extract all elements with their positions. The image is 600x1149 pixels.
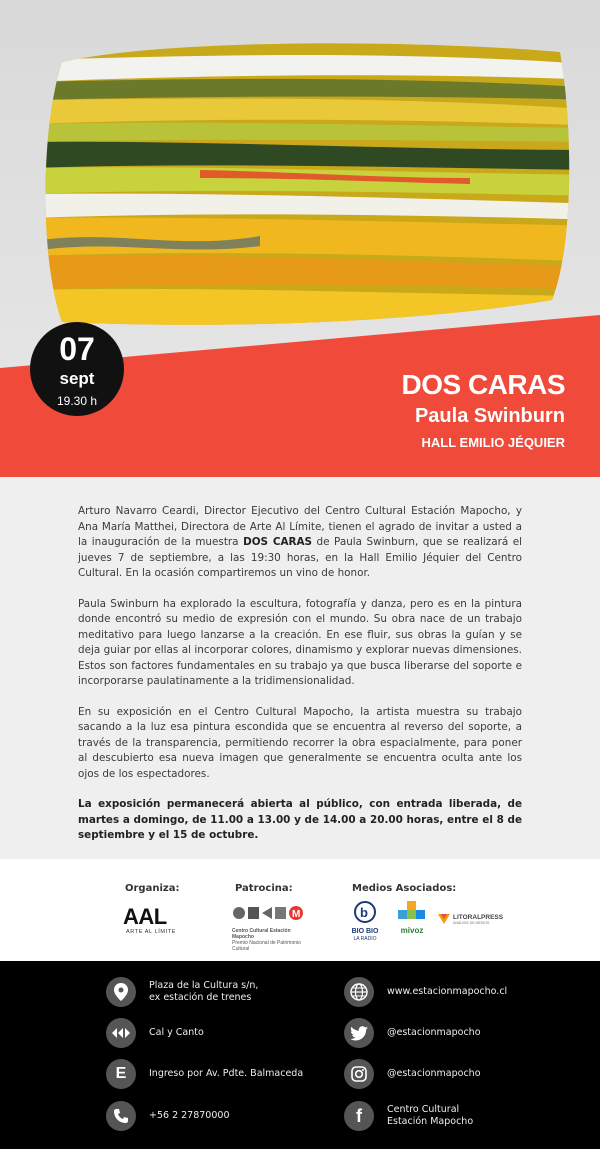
- event-day: 07: [59, 331, 95, 367]
- event-artist: Paula Swinburn: [414, 405, 565, 427]
- mivoz-text: mivoz: [400, 926, 424, 935]
- invitation-body: [0, 477, 600, 859]
- biobio-logo[interactable]: [350, 901, 380, 942]
- hero-banner: [0, 0, 600, 477]
- aal-logo[interactable]: [123, 906, 179, 935]
- address-line1: Plaza de la Cultura s/n,: [149, 980, 259, 991]
- entrance-text: Ingreso por Av. Pdte. Balmaceda: [149, 1068, 304, 1079]
- p1-text-b: de Paula Swinburn, que se realizará el jueves 7 de septiembre, a las 19:30 horas, en la Hall Emilio Jéquier del Centro Cultural. En la ocasión compartiremos un vino de honor.: [78, 536, 522, 579]
- facebook-icon: f: [344, 1101, 374, 1131]
- ccem-line1: Centro Cultural Estación Mapocho: [232, 928, 291, 940]
- facebook-line2: Estación Mapocho: [387, 1116, 474, 1127]
- address-item: [106, 977, 258, 1007]
- svg-text:M: M: [292, 909, 301, 920]
- instagram-icon: [344, 1059, 374, 1089]
- contact-footer: [0, 961, 600, 1149]
- biobio-line2: LA RADIO: [353, 936, 377, 942]
- event-title-block: [401, 368, 565, 452]
- patrocina-label: Patrocina:: [235, 883, 293, 894]
- mivoz-icon: [398, 901, 426, 921]
- twitter-icon: [344, 1018, 374, 1048]
- biobio-icon: [354, 901, 376, 923]
- aal-logo-text: AAL: [123, 904, 167, 929]
- entrance-e-icon: E: [106, 1059, 136, 1089]
- instagram-text: @estacionmapocho: [387, 1068, 481, 1079]
- event-venue: HALL EMILIO JÉQUIER: [421, 435, 565, 450]
- twitter-item[interactable]: [344, 1018, 481, 1048]
- p1-text-a: Arturo Navarro Ceardi, Director Ejecutivo del Centro Cultural Estación Mapocho, y Ana María Matthei, Directora de Arte Al Límite, tienen el agrado de invitar a usted a la inauguración de la muestra: [78, 505, 522, 548]
- ccem-line2: Premio Nacional de Patrimonio Cultural: [232, 940, 301, 952]
- website-item[interactable]: [344, 977, 507, 1007]
- aal-logo-sub: ARTE AL LÍMITE: [126, 929, 176, 935]
- location-pin-icon: [106, 977, 136, 1007]
- metro-icon: [106, 1018, 136, 1048]
- exhibition-name: DOS CARAS: [243, 536, 313, 548]
- date-badge: [30, 322, 124, 416]
- phone-item[interactable]: [106, 1101, 230, 1131]
- facebook-line1: Centro Cultural: [387, 1104, 460, 1115]
- event-time: 19.30 h: [56, 394, 98, 408]
- litoralpress-logo[interactable]: [438, 914, 504, 926]
- ccem-shapes-icon: [232, 905, 304, 921]
- entrance-item: [106, 1059, 303, 1089]
- paragraph-exhibition: En su exposición en el Centro Cultural Mapocho, la artista muestra su trabajo sacando a la luz esa pintura escondida que se encuentra al reverso del soporte, a través de la transparencia, permitiendo recorrer la obra espacialmente, para poner al descubierto esa nueva imagen que generalmente se encuentra oculta ante los ojos de los espectadores.: [78, 705, 522, 780]
- ccem-logo[interactable]: [232, 905, 304, 952]
- svg-text:b: b: [360, 905, 368, 920]
- litoralpress-text: LITORALPRESS: [453, 914, 504, 921]
- facebook-item[interactable]: [344, 1101, 473, 1131]
- event-month: sept: [59, 369, 95, 388]
- litoralpress-icon: [438, 914, 450, 926]
- organiza-label: Organiza:: [125, 883, 180, 894]
- address-line2: ex estación de trenes: [149, 992, 252, 1003]
- paragraph-invitation: [78, 504, 522, 582]
- litoralpress-sub: ANÁLISIS DE MEDIOS: [453, 921, 490, 925]
- sponsors-section: [0, 859, 600, 961]
- globe-icon: [344, 977, 374, 1007]
- website-text: www.estacionmapocho.cl: [387, 986, 508, 997]
- twitter-text: @estacionmapocho: [387, 1027, 481, 1038]
- metro-text: Cal y Canto: [149, 1027, 204, 1038]
- biobio-line1: BIO BIO: [351, 928, 379, 935]
- medios-label: Medios Asociados:: [352, 883, 457, 894]
- instagram-item[interactable]: [344, 1059, 481, 1089]
- event-title: DOS CARAS: [401, 369, 565, 400]
- paragraph-artist: Paula Swinburn ha explorado la escultura, fotografía y danza, pero es en la pintura donde encontró su medio de expresión con el mundo. Su obra nace de un trabajo meditativo para luego lanzarse a la creación. En ese fluir, sus obras la guían y se deja guiar por ellas al incorporar colores, dinamismo y explorar nuevas dimensiones. Estos son factores fundamentales en su trabajo ya que busca liberarse del soporte e incorporarse paulatinamente a la tridimensionalidad.: [78, 597, 522, 687]
- metro-item: [106, 1018, 204, 1048]
- phone-text: +56 2 27870000: [149, 1110, 230, 1121]
- phone-icon: [106, 1101, 136, 1131]
- mivoz-logo[interactable]: [394, 901, 430, 935]
- paragraph-schedule: La exposición permanecerá abierta al público, con entrada liberada, de martes a domingo, de 11.00 a 13.00 y de 14.00 a 20.00 horas, entre el 8 de septiembre y el 15 de octubre.: [78, 798, 522, 841]
